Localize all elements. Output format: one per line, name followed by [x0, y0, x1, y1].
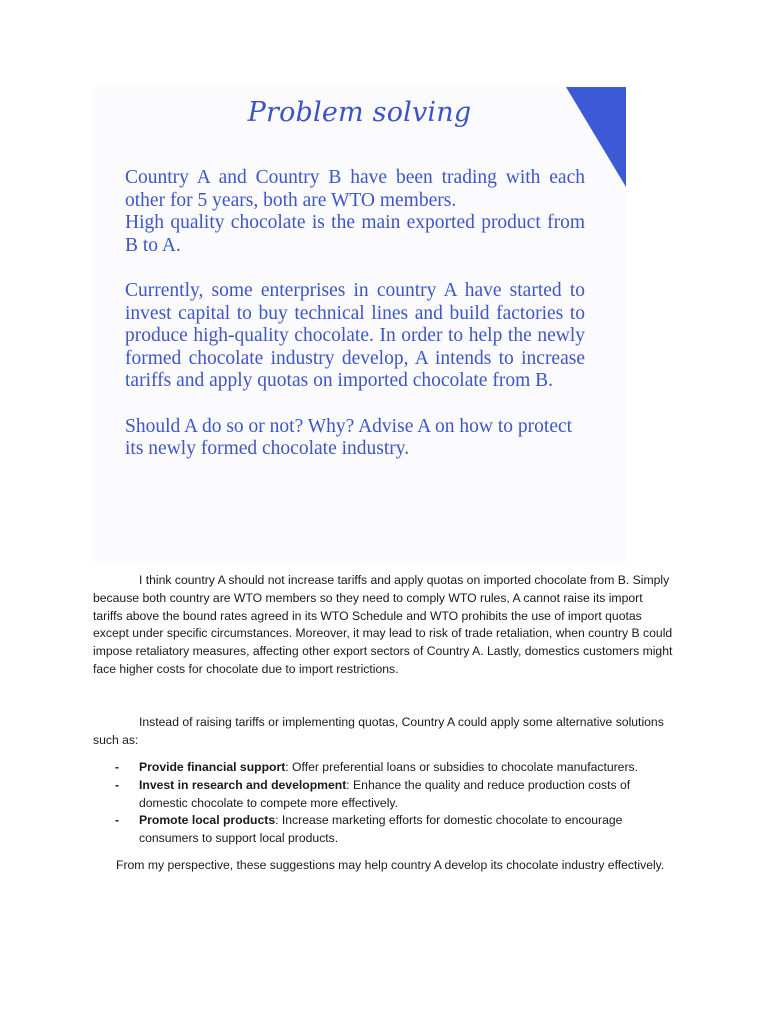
dash-bullet: - [115, 760, 120, 774]
bullet-text: : Offer preferential loans or subsidies to chocolate manufacturers. [285, 760, 638, 774]
paragraph-text: Instead of raising tariffs or implementing quotas, Country A could apply some alternative solutions such as: [93, 715, 664, 747]
conclusion-paragraph [93, 857, 673, 875]
list-item [93, 812, 673, 848]
bullet-text: : Enhance the quality and reduce production costs of domestic chocolate to compete more effectively. [139, 777, 631, 810]
list-item [93, 777, 673, 813]
answer-paragraph-1 [93, 572, 673, 679]
problem-slide-image [93, 87, 626, 562]
slide-paragraph: Should A do so or not? Why? Advise A on how to protect its newly formed chocolate industry. [125, 415, 573, 460]
answer-paragraph-2 [93, 714, 673, 750]
slide-paragraph: High quality chocolate is the main exported product from B to A. [125, 212, 585, 256]
bullet-label: Invest in research and development [139, 777, 347, 792]
slide-paragraph: Currently, some enterprises in country A have started to invest capital to buy technical lines and build factories to produce high-quality chocolate. In order to help the newly formed chocolate industry develop, A intends to increase tariffs and apply quotas on imported chocolate from B. [125, 279, 585, 392]
slide-paragraph: Country A and Country B have been trading with each other for 5 years, both are WTO members. [125, 167, 585, 211]
paragraph-text: From my perspective, these suggestions may help country A develop its chocolate industry effectively. [116, 858, 665, 872]
dash-bullet: - [115, 777, 120, 792]
bullet-label: Promote local products [139, 813, 276, 828]
slide-body [125, 167, 585, 483]
solutions-list [93, 759, 673, 848]
bullet-label: Provide financial support [139, 760, 286, 774]
list-item [93, 759, 673, 777]
bullet-text: : Increase marketing efforts for domestic chocolate to encourage consumers to support local products. [139, 813, 623, 846]
slide-title: Problem solving [247, 97, 472, 128]
dash-bullet: - [115, 813, 120, 828]
paragraph-text: I think country A should not increase tariffs and apply quotas on imported chocolate from B. Simply because both country are WTO members so they need to comply WTO rules, A cannot raise its import tariffs above the bound rates agreed in its WTO Schedule and WTO prohibits the use of import quotas except under specific circumstances. Moreover, it may lead to risk of trade retaliation, when country B could impose retaliatory measures, affecting other export sectors of Country A. Lastly, domestics customers might face higher costs for chocolate due to import restrictions. [93, 573, 673, 676]
